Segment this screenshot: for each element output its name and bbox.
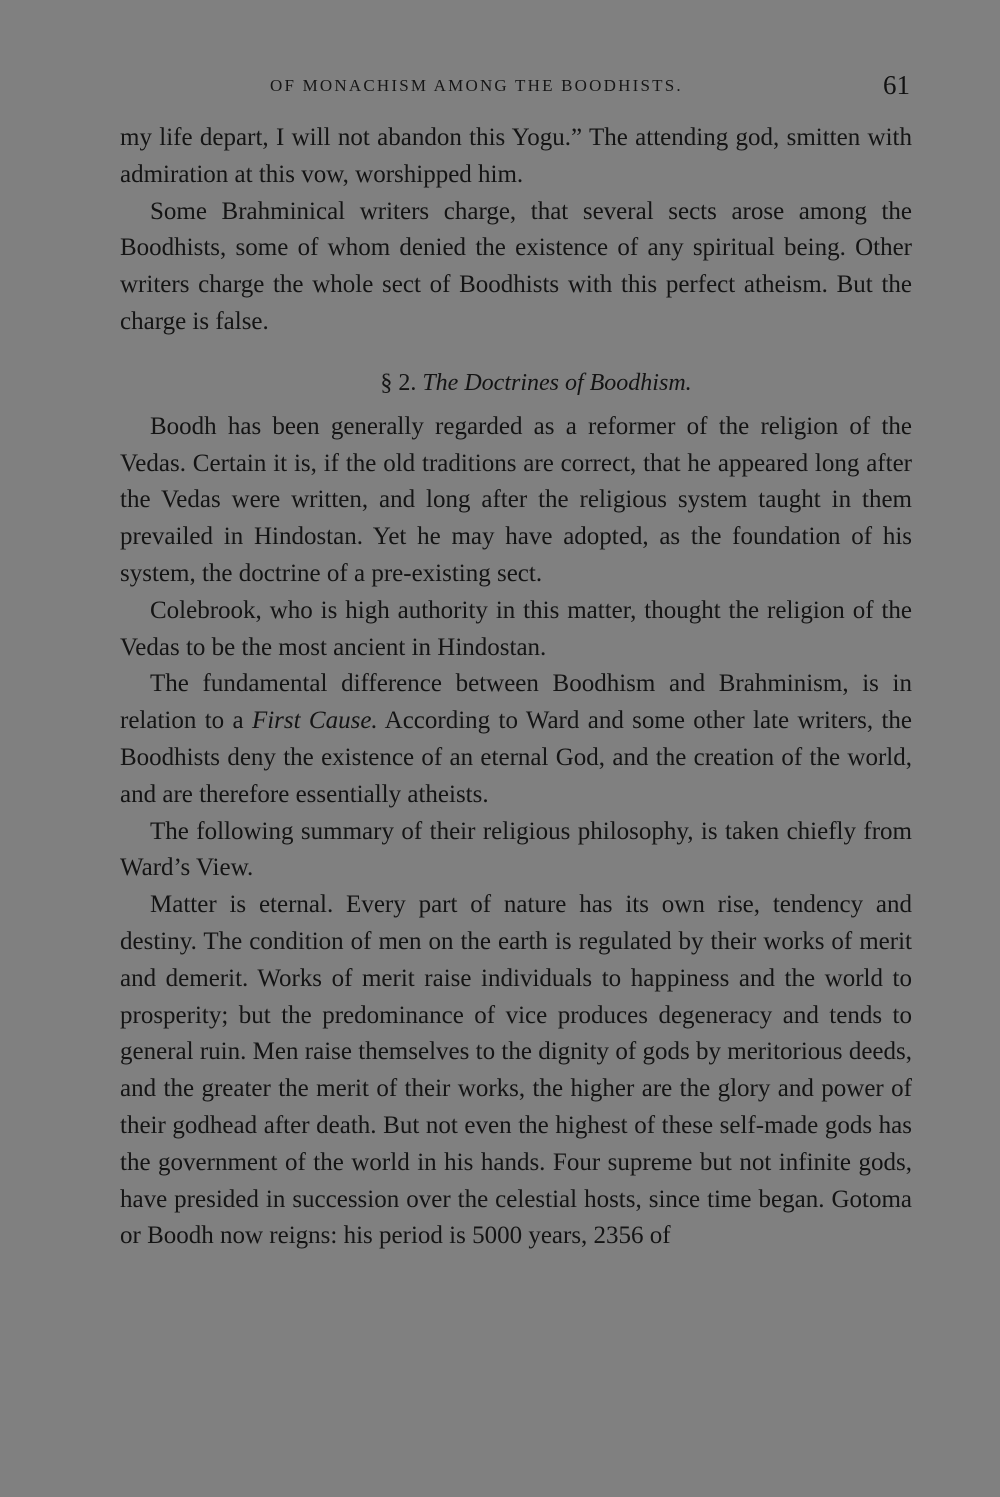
paragraph-text: The fundamental difference between Boodhism and Brahminism, is in relation to a	[120, 670, 912, 735]
paragraph: Matter is eternal. Every part of nature has its own rise, tendency and destiny. The condition of men on the earth is regulated by their works of merit and demerit. Works of merit raise individuals to happiness and the world to prosperity; but the predominance of vice produces degeneracy and tends to general ruin. Men raise themselves to the dignity of gods by meritorious deeds, and the greater the merit of their works, the higher are the glory and power of their godhead after death. But not even the highest of these self-made gods has the government of the world in his hands. Four supreme but not infinite gods, have presided in succession over the celestial hosts, since time began. Gotoma or Boodh now reigns: his period is 5000 years, 2356 of	[120, 891, 912, 1250]
body-text	[120, 120, 912, 1255]
running-title: OF MONACHISM AMONG THE BOODHISTS.	[270, 76, 683, 95]
section-title: The Doctrines of Boodhism.	[422, 369, 692, 396]
paragraph: Boodh has been generally regarded as a reformer of the religion of the Vedas. Certain it is, if the old traditions are correct, that he appeared long after the Vedas were written, and long after the religious system taught in them prevailed in Hindostan. Yet he may have adopted, as the foundation of his system, the doctrine of a pre-existing sect.	[120, 412, 912, 587]
paragraph-continued: my life depart, I will not abandon this Yogu.” The attending god, smitten with admiration at this vow, worshipped him.	[120, 124, 912, 188]
section-heading	[120, 365, 912, 401]
page-number: 61	[883, 70, 910, 100]
running-head	[120, 70, 910, 106]
paragraph: The following summary of their religious philosophy, is taken chiefly from Ward’s View.	[120, 817, 912, 882]
paragraph: Some Brahminical writers charge, that several sects arose among the Boodhists, some of whom denied the existence of any spiritual being. Other writers charge the whole sect of Boodhists with this perfect atheism. But the charge is false.	[120, 197, 912, 335]
paragraph	[120, 666, 912, 813]
emphasis-first-cause: First Cause.	[251, 707, 378, 735]
section-mark: § 2.	[380, 369, 417, 396]
paragraph-text: According to Ward and some other late writers, the Boodhists deny the existence of an eternal God, and the creation of the world, and are therefore essentially atheists.	[120, 707, 913, 808]
paragraph: Colebrook, who is high authority in this matter, thought the religion of the Vedas to be the most ancient in Hindostan.	[120, 596, 912, 661]
